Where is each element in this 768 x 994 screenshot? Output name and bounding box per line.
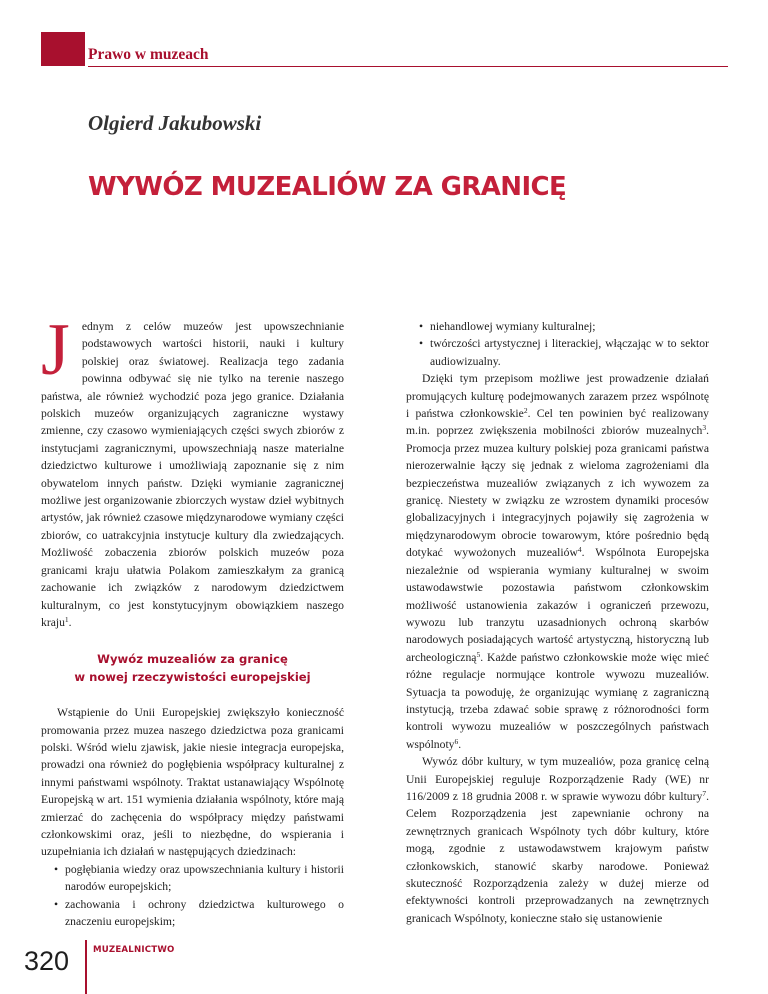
article-title: WYWÓZ MUZEALIÓW ZA GRANICĘ — [88, 172, 567, 202]
journal-name: MUZEALNICTWO — [93, 945, 175, 955]
intro-paragraph: J ednym z celów muzeów jest upowszechnianie podstawowych wartości historii, nauki i kultury polskiej oraz światowej. Realizacja tego zadania powinna odbywać się nie tylko na terenie naszego państwa, ale również wychodzić poza jego granice. Działania polskich muzeów organizujących zagraniczne wystawy zmienne, czy czasowo wymieniających części swych zbiorów z instytucjami zagranicznymi, upowszechniają nasze materialne dziedzictwo kulturowe i umożliwiają zapoznanie się z nim obywatelom innych państw. Dzięki wymianie zagranicznej możliwe jest organizowanie zbiorczych wystaw dzieł wybitnych artystów, jak również czasowe międzynarodowe wymiany części zbiorów, co uatrakcyjnia instytucje kultury dla zwiedzających. Możliwość zobaczenia zbiorów polskich muzeów poza granicami kraju ułatwia Polakom zamieszkałym za granicą zachowanie ich związków z narodowym dziedzictwem kulturalnym, co jest konstytucyjnym obowiązkiem naszego kraju$^1$. — [41, 309, 344, 629]
list-item: • zachowania i ochrony dziedzictwa kulturowego o znaczeniu europejskim; — [54, 897, 344, 928]
section-title: Prawo w muzeach — [88, 46, 209, 63]
footnote-ref-3[interactable]: 3 — [702, 423, 707, 433]
paragraph-export-regulation: Wywóz dóbr kultury, w tym muzealiów, poza granicę celną Unii Europejskiej reguluje Rozporządzenie Rady (WE) nr 116/2009 z 18 grudnia 2008 r. w sprawie wywozu dóbr kultury$^7$. Celem Rozporządzenia jest zapewnianie ochrony na zewnętrznych granicach Wspólnoty tych dóbr kultury, które mogą, zgodnie z ustawodawstwem krajowym państw członkowskich, stanowić skarby narodowe. Ponieważ skuteczność Rozporządzenia zależy w dużej mierze od efektywności kontroli przeprowadzanych na zewnętrznych granicach Wspólnoty, konieczne stało się ustanowienie — [406, 755, 709, 925]
text-column-right — [406, 318, 709, 927]
article-author: Olgierd Jakubowski — [88, 111, 262, 135]
footnote-ref-1[interactable]: 1 — [64, 614, 69, 624]
section-divider — [88, 66, 728, 67]
paragraph-eu-accession: Wstąpienie do Unii Europejskiej zwiększyło konieczność promowania przez muzea naszego dziedzictwa poza granicami polski. Wśród wielu zjawisk, jakie niesie integracja europejska, prowadzi ona również do pogłębienia współpracy kulturalnej z innymi państwami wspólnoty. Traktat ustanawiający Wspólnotę Europejską w art. 151 wymienia działania wspólnoty, które mają zmierzać do zachęcenia do współpracy między państwami członkowskimi oraz, jeśli to niezbędne, do wspierania i uzupełniania ich działań w następujących dziedzinach: — [41, 706, 344, 859]
bullet-list-part2 — [406, 318, 709, 370]
text-column-left — [41, 309, 344, 930]
footnote-ref-6[interactable]: 6 — [454, 736, 459, 746]
section-color-bar — [41, 32, 85, 66]
drop-cap: J — [41, 309, 70, 391]
footnote-ref-2[interactable]: 2 — [523, 406, 528, 416]
footer-divider — [85, 940, 87, 994]
page-number: 320 — [24, 946, 70, 976]
bullet-list-part1 — [41, 861, 344, 931]
list-item: • pogłębiania wiedzy oraz upowszechniania kultury i historii narodów europejskich; — [54, 862, 344, 894]
paragraph-promotion: Dzięki tym przepisom możliwe jest prowadzenie działań promujących kulturę podejmowanych zarazem przez wspólnotę i państwa członkowskie$^2$. Cel ten powinien być realizowany m.in. poprzez zwiększenia mobilności zbiorów muzealnych$^3$. Promocja przez muzea kultury polskiej poza granicami państwa nierozerwalnie łączy się jednak z wieloma zagrożeniami dla bezpieczeństwa muzealiów związanych z ich wywozem za granicę. Niestety w związku ze wzrostem dynamiki procesów globalizacyjnych i integracyjnych pojawiły się zagrożenia w międzynarodowym obrocie towarowym, które pośrednio będą dotykać wywożonych muzealiów$^4$. Wspólnota Europejska niezależnie od wspierania wymiany kulturalnej w swoim ustawodawstwie pozostawia państwom członkowskim możliwość ustanowienia zakazów i ograniczeń przewozu, wywozu lub tranzytu uzasadnionych ochroną skarbów narodowych posiadających wartość artystyczną, historyczną lub archeologiczną$^5$. Każde państwo członkowskie może więc mieć różne regulacje normujące kontrole wywozu muzealiów. Sytuacja ta powoduję, że organizując wymianę z zagraniczną instytucją, trzeba zdawać sobie sprawę z różnorodności form kontroli wywozu muzealiów w poszczególnych państwach wspólnoty$^6$. — [406, 372, 709, 751]
section-subheading: Wywóz muzealiów za granicę w nowej rzeczywistości europejskiej — [74, 652, 311, 684]
list-item: • niehandlowej wymiany kulturalnej; — [419, 320, 596, 333]
footnote-ref-5[interactable]: 5 — [476, 649, 481, 659]
footnote-ref-4[interactable]: 4 — [577, 545, 582, 555]
list-item: • twórczości artystycznej i literackiej, włączając w to sektor audiowizualny. — [419, 337, 709, 368]
footnote-ref-7[interactable]: 7 — [702, 788, 707, 798]
